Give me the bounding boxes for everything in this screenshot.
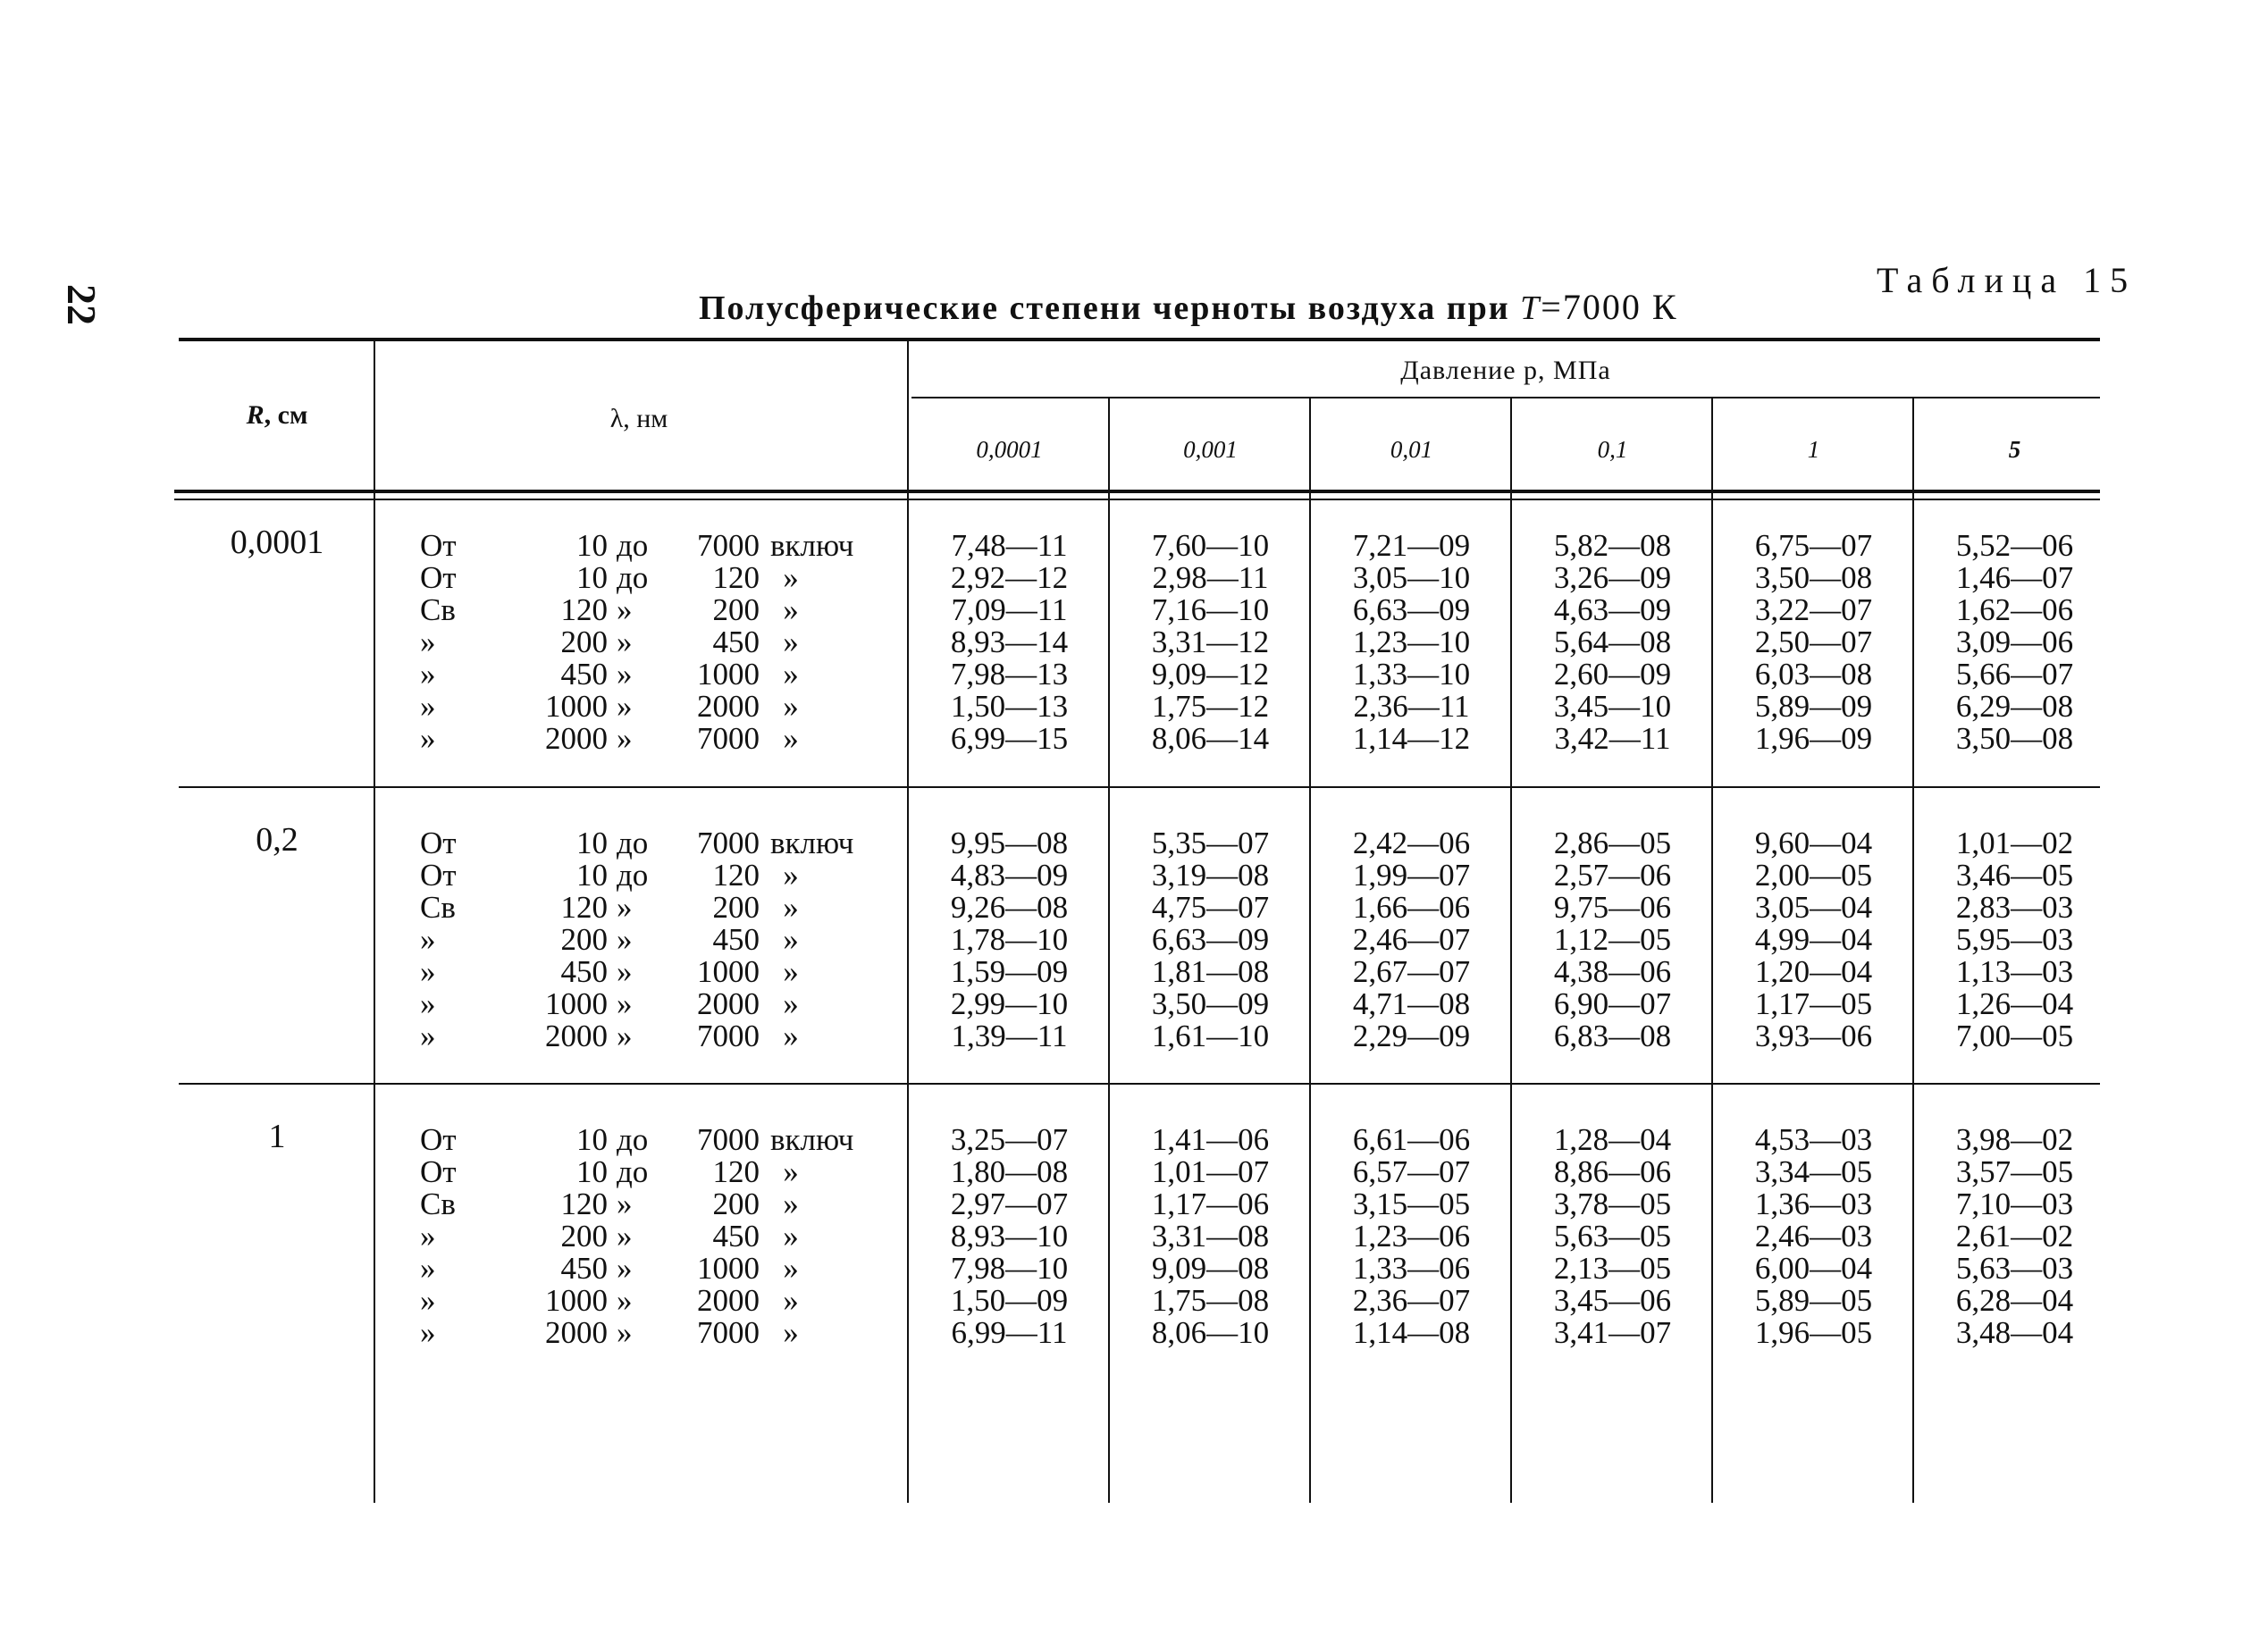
- emissivity-cell: 3,98—02: [1955, 1122, 2074, 1157]
- emissivity-cell: 1,39—11: [951, 1019, 1068, 1053]
- emissivity-cell: 2,86—05: [1553, 826, 1672, 860]
- emissivity-cell: 1,62—06: [1955, 592, 2074, 627]
- wavelength-b: 7000: [697, 1019, 760, 1053]
- emissivity-cell: 3,93—06: [1754, 1019, 1873, 1053]
- radius-value: 0,0001: [230, 524, 324, 561]
- wavelength-pre: »: [420, 657, 436, 692]
- wavelength-pre: »: [420, 1219, 436, 1254]
- header-radius-unit: , см: [264, 400, 308, 430]
- emissivity-cell: 5,89—09: [1754, 689, 1873, 724]
- wavelength-suf: »: [783, 922, 799, 957]
- emissivity-cell: 1,66—06: [1352, 890, 1471, 925]
- wavelength-b: 7000: [697, 528, 760, 563]
- wavelength-do: »: [617, 922, 633, 957]
- wavelength-a: 450: [560, 657, 608, 692]
- emissivity-cell: 4,75—07: [1151, 890, 1270, 925]
- wavelength-suf: »: [783, 1251, 799, 1286]
- header-radius: [179, 400, 375, 431]
- wavelength-do: »: [617, 1219, 633, 1254]
- wavelength-pre: »: [420, 1315, 436, 1350]
- emissivity-cell: 7,98—10: [950, 1251, 1069, 1286]
- wavelength-do: »: [617, 592, 633, 627]
- emissivity-cell: 4,38—06: [1553, 954, 1672, 989]
- emissivity-column: [1110, 1124, 1311, 1349]
- emissivity-cell: 1,26—04: [1955, 986, 2074, 1021]
- emissivity-cell: 1,96—09: [1754, 721, 1873, 756]
- wavelength-suf: »: [783, 1315, 799, 1350]
- wavelength-suf: »: [783, 858, 799, 893]
- emissivity-cell: 1,28—04: [1553, 1122, 1672, 1157]
- wavelength-b: 7000: [697, 1122, 760, 1157]
- wavelength-pre: »: [420, 625, 436, 659]
- wavelength-suf: »: [783, 890, 799, 925]
- wavelength-pre: От: [420, 1122, 457, 1157]
- emissivity-cell: 7,98—13: [950, 657, 1069, 692]
- wavelength-b: 7000: [697, 721, 760, 756]
- emissivity-cell: 3,48—04: [1955, 1315, 2074, 1350]
- wavelength-a: 120: [560, 592, 608, 627]
- wavelength-do: »: [617, 1251, 633, 1286]
- emissivity-column: [1713, 827, 1914, 1052]
- wavelength-suf: »: [783, 721, 799, 756]
- page-number: 22: [59, 284, 105, 325]
- wavelength-a: 2000: [545, 721, 608, 756]
- emissivity-cell: 1,01—02: [1955, 826, 2074, 860]
- emissivity-column: [1110, 530, 1311, 755]
- wavelength-do: до: [617, 826, 649, 860]
- header-pressure-value: 5: [2008, 436, 2021, 463]
- emissivity-column: [1311, 827, 1512, 1052]
- wavelength-suf: »: [783, 560, 799, 595]
- table-title: [699, 286, 1678, 328]
- wavelength-pre: От: [420, 1154, 457, 1189]
- emissivity-cell: 3,45—10: [1553, 689, 1672, 724]
- wavelength-b: 1000: [697, 954, 760, 989]
- header-wavelength: λ, нм: [609, 404, 668, 433]
- wavelength-pre: Св: [420, 1187, 456, 1221]
- wavelength-a: 200: [560, 625, 608, 659]
- radius-value: 0,2: [256, 821, 298, 859]
- emissivity-column: [1512, 530, 1713, 755]
- group-divider-1: [179, 786, 2100, 788]
- radius-value: 1: [268, 1118, 286, 1155]
- wavelength-do: до: [617, 1122, 649, 1157]
- emissivity-column: [1512, 1124, 1713, 1349]
- table-title-value: =7000 К: [1541, 287, 1678, 327]
- wavelength-pre: От: [420, 826, 457, 860]
- emissivity-cell: 9,95—08: [950, 826, 1069, 860]
- wavelength-suf: »: [783, 625, 799, 659]
- emissivity-cell: 1,50—13: [950, 689, 1069, 724]
- emissivity-cell: 4,71—08: [1352, 986, 1471, 1021]
- emissivity-cell: 1,59—09: [950, 954, 1069, 989]
- wavelength-b: 450: [712, 625, 760, 659]
- table-title-variable: T: [1520, 289, 1541, 327]
- wavelength-do: »: [617, 1187, 633, 1221]
- emissivity-cell: 3,25—07: [950, 1122, 1069, 1157]
- wavelength-b: 1000: [697, 657, 760, 692]
- wavelength-pre: Св: [420, 592, 456, 627]
- emissivity-column: [1110, 827, 1311, 1052]
- header-pressure-value: 0,1: [1597, 436, 1628, 463]
- emissivity-cell: 1,96—05: [1754, 1315, 1873, 1350]
- emissivity-cell: 3,15—05: [1352, 1187, 1471, 1221]
- wavelength-do: »: [617, 657, 633, 692]
- emissivity-cell: 2,36—07: [1352, 1283, 1471, 1318]
- wavelength-b: 450: [712, 922, 760, 957]
- emissivity-cell: 8,06—14: [1151, 721, 1270, 756]
- wavelength-do: »: [617, 625, 633, 659]
- emissivity-cell: 1,17—05: [1754, 986, 1873, 1021]
- wavelength-b: 120: [712, 1154, 760, 1189]
- emissivity-cell: 3,42—11: [1554, 721, 1671, 756]
- wavelength-a: 2000: [545, 1315, 608, 1350]
- wavelength-pre: От: [420, 528, 457, 563]
- emissivity-cell: 2,29—09: [1352, 1019, 1471, 1053]
- wavelength-a: 120: [560, 890, 608, 925]
- emissivity-cell: 4,53—03: [1754, 1122, 1873, 1157]
- wavelength-do: »: [617, 890, 633, 925]
- emissivity-cell: 2,13—05: [1553, 1251, 1672, 1286]
- emissivity-cell: 2,97—07: [950, 1187, 1069, 1221]
- emissivity-cell: 2,99—10: [950, 986, 1069, 1021]
- emissivity-cell: 3,19—08: [1151, 858, 1270, 893]
- table-number-label: Таблица 15: [1877, 260, 2138, 300]
- wavelength-do: до: [617, 560, 649, 595]
- wavelength-suf: »: [783, 1187, 799, 1221]
- emissivity-cell: 2,42—06: [1352, 826, 1471, 860]
- emissivity-cell: 1,46—07: [1955, 560, 2074, 595]
- wavelength-b: 2000: [697, 1283, 760, 1318]
- emissivity-cell: 6,99—11: [951, 1315, 1068, 1350]
- wavelength-a: 1000: [545, 1283, 608, 1318]
- emissivity-cell: 8,93—14: [950, 625, 1069, 659]
- emissivity-cell: 5,89—05: [1754, 1283, 1873, 1318]
- wavelength-b: 2000: [697, 689, 760, 724]
- wavelength-suf: »: [783, 657, 799, 692]
- header-pressure-value: 0,0001: [976, 436, 1043, 463]
- emissivity-column: [1311, 530, 1512, 755]
- wavelength-suf: »: [783, 1154, 799, 1189]
- emissivity-cell: 3,05—04: [1754, 890, 1873, 925]
- wavelength-pre: »: [420, 721, 436, 756]
- table-title-text: Полусферические степени черноты воздуха при: [699, 289, 1521, 327]
- emissivity-cell: 6,00—04: [1754, 1251, 1873, 1286]
- emissivity-cell: 1,13—03: [1955, 954, 2074, 989]
- emissivity-cell: 9,75—06: [1553, 890, 1672, 925]
- header-pressure-value: 0,01: [1390, 436, 1433, 463]
- wavelength-do: »: [617, 721, 633, 756]
- emissivity-cell: 8,93—10: [950, 1219, 1069, 1254]
- emissivity-cell: 6,29—08: [1955, 689, 2074, 724]
- emissivity-cell: 2,67—07: [1352, 954, 1471, 989]
- emissivity-cell: 9,26—08: [950, 890, 1069, 925]
- wavelength-b: 200: [712, 1187, 760, 1221]
- wavelength-b: 200: [712, 592, 760, 627]
- emissivity-cell: 3,41—07: [1553, 1315, 1672, 1350]
- emissivity-cell: 3,09—06: [1955, 625, 2074, 659]
- emissivity-column: [1713, 1124, 1914, 1349]
- wavelength-a: 2000: [545, 1019, 608, 1053]
- emissivity-column: [909, 1124, 1110, 1349]
- emissivity-cell: 1,01—07: [1151, 1154, 1270, 1189]
- emissivity-cell: 1,81—08: [1151, 954, 1270, 989]
- emissivity-cell: 4,99—04: [1754, 922, 1873, 957]
- emissivity-cell: 9,60—04: [1754, 826, 1873, 860]
- emissivity-cell: 9,09—08: [1151, 1251, 1270, 1286]
- wavelength-a: 10: [576, 528, 608, 563]
- wavelength-suf: включ: [770, 826, 854, 860]
- emissivity-cell: 2,61—02: [1955, 1219, 2074, 1254]
- emissivity-cell: 5,52—06: [1955, 528, 2074, 563]
- emissivity-column: [1713, 530, 1914, 755]
- emissivity-cell: 6,57—07: [1352, 1154, 1471, 1189]
- wavelength-suf: включ: [770, 528, 854, 563]
- emissivity-cell: 9,09—12: [1151, 657, 1270, 692]
- wavelength-b: 450: [712, 1219, 760, 1254]
- wavelength-a: 1000: [545, 689, 608, 724]
- wavelength-pre: »: [420, 1251, 436, 1286]
- emissivity-cell: 5,66—07: [1955, 657, 2074, 692]
- emissivity-cell: 7,60—10: [1151, 528, 1270, 563]
- emissivity-column: [1914, 530, 2115, 755]
- wavelength-do: »: [617, 986, 633, 1021]
- emissivity-cell: 3,34—05: [1754, 1154, 1873, 1189]
- emissivity-cell: 1,61—10: [1151, 1019, 1270, 1053]
- emissivity-cell: 3,26—09: [1553, 560, 1672, 595]
- wavelength-pre: »: [420, 689, 436, 724]
- emissivity-cell: 5,64—08: [1553, 625, 1672, 659]
- emissivity-cell: 8,06—10: [1151, 1315, 1270, 1350]
- emissivity-cell: 2,60—09: [1553, 657, 1672, 692]
- emissivity-cell: 6,75—07: [1754, 528, 1873, 563]
- wavelength-suf: »: [783, 986, 799, 1021]
- wavelength-suf: включ: [770, 1122, 854, 1157]
- emissivity-cell: 4,63—09: [1553, 592, 1672, 627]
- emissivity-cell: 7,48—11: [951, 528, 1068, 563]
- emissivity-cell: 8,86—06: [1553, 1154, 1672, 1189]
- wavelength-do: »: [617, 689, 633, 724]
- emissivity-cell: 7,10—03: [1955, 1187, 2074, 1221]
- wavelength-suf: »: [783, 954, 799, 989]
- emissivity-column: [909, 530, 1110, 755]
- header-bottom-rule: [174, 490, 2100, 493]
- wavelength-pre: От: [420, 560, 457, 595]
- emissivity-cell: 3,05—10: [1352, 560, 1471, 595]
- emissivity-cell: 1,23—06: [1352, 1219, 1471, 1254]
- wavelength-a: 200: [560, 922, 608, 957]
- wavelength-suf: »: [783, 689, 799, 724]
- emissivity-cell: 5,82—08: [1553, 528, 1672, 563]
- wavelength-do: до: [617, 858, 649, 893]
- emissivity-cell: 3,50—08: [1754, 560, 1873, 595]
- emissivity-cell: 1,20—04: [1754, 954, 1873, 989]
- emissivity-cell: 3,45—06: [1553, 1283, 1672, 1318]
- wavelength-do: »: [617, 954, 633, 989]
- wavelength-pre: От: [420, 858, 457, 893]
- wavelength-b: 7000: [697, 1315, 760, 1350]
- wavelength-suf: »: [783, 592, 799, 627]
- emissivity-cell: 6,90—07: [1553, 986, 1672, 1021]
- wavelength-a: 10: [576, 1154, 608, 1189]
- emissivity-cell: 7,09—11: [951, 592, 1068, 627]
- wavelength-pre: »: [420, 954, 436, 989]
- wavelength-do: »: [617, 1283, 633, 1318]
- wavelength-pre: »: [420, 922, 436, 957]
- emissivity-cell: 1,75—08: [1151, 1283, 1270, 1318]
- pressure-header-rule: [911, 397, 2100, 398]
- emissivity-cell: 6,63—09: [1352, 592, 1471, 627]
- emissivity-cell: 1,41—06: [1151, 1122, 1270, 1157]
- emissivity-cell: 1,23—10: [1352, 625, 1471, 659]
- wavelength-b: 120: [712, 858, 760, 893]
- wavelength-b: 120: [712, 560, 760, 595]
- wavelength-b: 2000: [697, 986, 760, 1021]
- emissivity-cell: 3,50—08: [1955, 721, 2074, 756]
- emissivity-cell: 1,14—08: [1352, 1315, 1471, 1350]
- wavelength-a: 10: [576, 858, 608, 893]
- emissivity-cell: 3,22—07: [1754, 592, 1873, 627]
- emissivity-cell: 5,63—05: [1553, 1219, 1672, 1254]
- emissivity-cell: 1,12—05: [1553, 922, 1672, 957]
- emissivity-cell: 7,16—10: [1151, 592, 1270, 627]
- emissivity-cell: 3,31—08: [1151, 1219, 1270, 1254]
- wavelength-do: »: [617, 1019, 633, 1053]
- wavelength-b: 200: [712, 890, 760, 925]
- emissivity-cell: 2,00—05: [1754, 858, 1873, 893]
- emissivity-cell: 1,75—12: [1151, 689, 1270, 724]
- wavelength-a: 10: [576, 560, 608, 595]
- wavelength-pre: »: [420, 1283, 436, 1318]
- group-divider-2: [179, 1083, 2100, 1085]
- wavelength-suf: »: [783, 1219, 799, 1254]
- emissivity-cell: 4,83—09: [950, 858, 1069, 893]
- emissivity-cell: 7,21—09: [1352, 528, 1471, 563]
- wavelength-a: 10: [576, 826, 608, 860]
- emissivity-cell: 1,33—10: [1352, 657, 1471, 692]
- wavelength-do: до: [617, 1154, 649, 1189]
- emissivity-cell: 2,50—07: [1754, 625, 1873, 659]
- emissivity-cell: 2,57—06: [1553, 858, 1672, 893]
- emissivity-cell: 1,50—09: [950, 1283, 1069, 1318]
- emissivity-cell: 5,95—03: [1955, 922, 2074, 957]
- wavelength-b: 1000: [697, 1251, 760, 1286]
- wavelength-pre: Св: [420, 890, 456, 925]
- wavelength-suf: »: [783, 1019, 799, 1053]
- header-pressure-value: 1: [1807, 436, 1820, 463]
- wavelength-a: 450: [560, 1251, 608, 1286]
- wavelength-a: 1000: [545, 986, 608, 1021]
- wavelength-b: 7000: [697, 826, 760, 860]
- header-pressure-value: 0,001: [1183, 436, 1238, 463]
- emissivity-cell: 2,46—07: [1352, 922, 1471, 957]
- emissivity-cell: 1,17—06: [1151, 1187, 1270, 1221]
- wavelength-do: до: [617, 528, 649, 563]
- emissivity-cell: 1,33—06: [1352, 1251, 1471, 1286]
- emissivity-cell: 1,99—07: [1352, 858, 1471, 893]
- emissivity-cell: 2,36—11: [1353, 689, 1470, 724]
- emissivity-cell: 5,63—03: [1955, 1251, 2074, 1286]
- wavelength-a: 10: [576, 1122, 608, 1157]
- wavelength-a: 120: [560, 1187, 608, 1221]
- emissivity-cell: 6,83—08: [1553, 1019, 1672, 1053]
- header-pressure: Давление p, МПа: [1400, 356, 1611, 385]
- emissivity-cell: 3,31—12: [1151, 625, 1270, 659]
- emissivity-cell: 1,78—10: [950, 922, 1069, 957]
- wavelength-pre: »: [420, 986, 436, 1021]
- wavelength-do: »: [617, 1315, 633, 1350]
- emissivity-cell: 5,35—07: [1151, 826, 1270, 860]
- emissivity-cell: 2,92—12: [950, 560, 1069, 595]
- wavelength-pre: »: [420, 1019, 436, 1053]
- emissivity-cell: 2,83—03: [1955, 890, 2074, 925]
- emissivity-cell: 3,50—09: [1151, 986, 1270, 1021]
- emissivity-cell: 6,99—15: [950, 721, 1069, 756]
- emissivity-cell: 2,98—11: [1152, 560, 1269, 595]
- wavelength-suf: »: [783, 1283, 799, 1318]
- wavelength-a: 200: [560, 1219, 608, 1254]
- emissivity-cell: 1,36—03: [1754, 1187, 1873, 1221]
- emissivity-column: [1914, 827, 2115, 1052]
- emissivity-cell: 3,46—05: [1955, 858, 2074, 893]
- emissivity-cell: 7,00—05: [1955, 1019, 2074, 1053]
- emissivity-cell: 3,78—05: [1553, 1187, 1672, 1221]
- col-rule-r: [374, 341, 375, 1503]
- table-top-rule: [179, 338, 2100, 341]
- emissivity-column: [909, 827, 1110, 1052]
- emissivity-cell: 6,28—04: [1955, 1283, 2074, 1318]
- emissivity-cell: 1,14—12: [1352, 721, 1471, 756]
- header-bottom-rule-2: [174, 499, 2100, 500]
- wavelength-a: 450: [560, 954, 608, 989]
- emissivity-column: [1311, 1124, 1512, 1349]
- header-radius-var: R: [246, 400, 265, 430]
- emissivity-cell: 6,03—08: [1754, 657, 1873, 692]
- emissivity-cell: 2,46—03: [1754, 1219, 1873, 1254]
- emissivity-cell: 6,61—06: [1352, 1122, 1471, 1157]
- emissivity-cell: 6,63—09: [1151, 922, 1270, 957]
- emissivity-cell: 1,80—08: [950, 1154, 1069, 1189]
- emissivity-column: [1914, 1124, 2115, 1349]
- emissivity-cell: 3,57—05: [1955, 1154, 2074, 1189]
- emissivity-column: [1512, 827, 1713, 1052]
